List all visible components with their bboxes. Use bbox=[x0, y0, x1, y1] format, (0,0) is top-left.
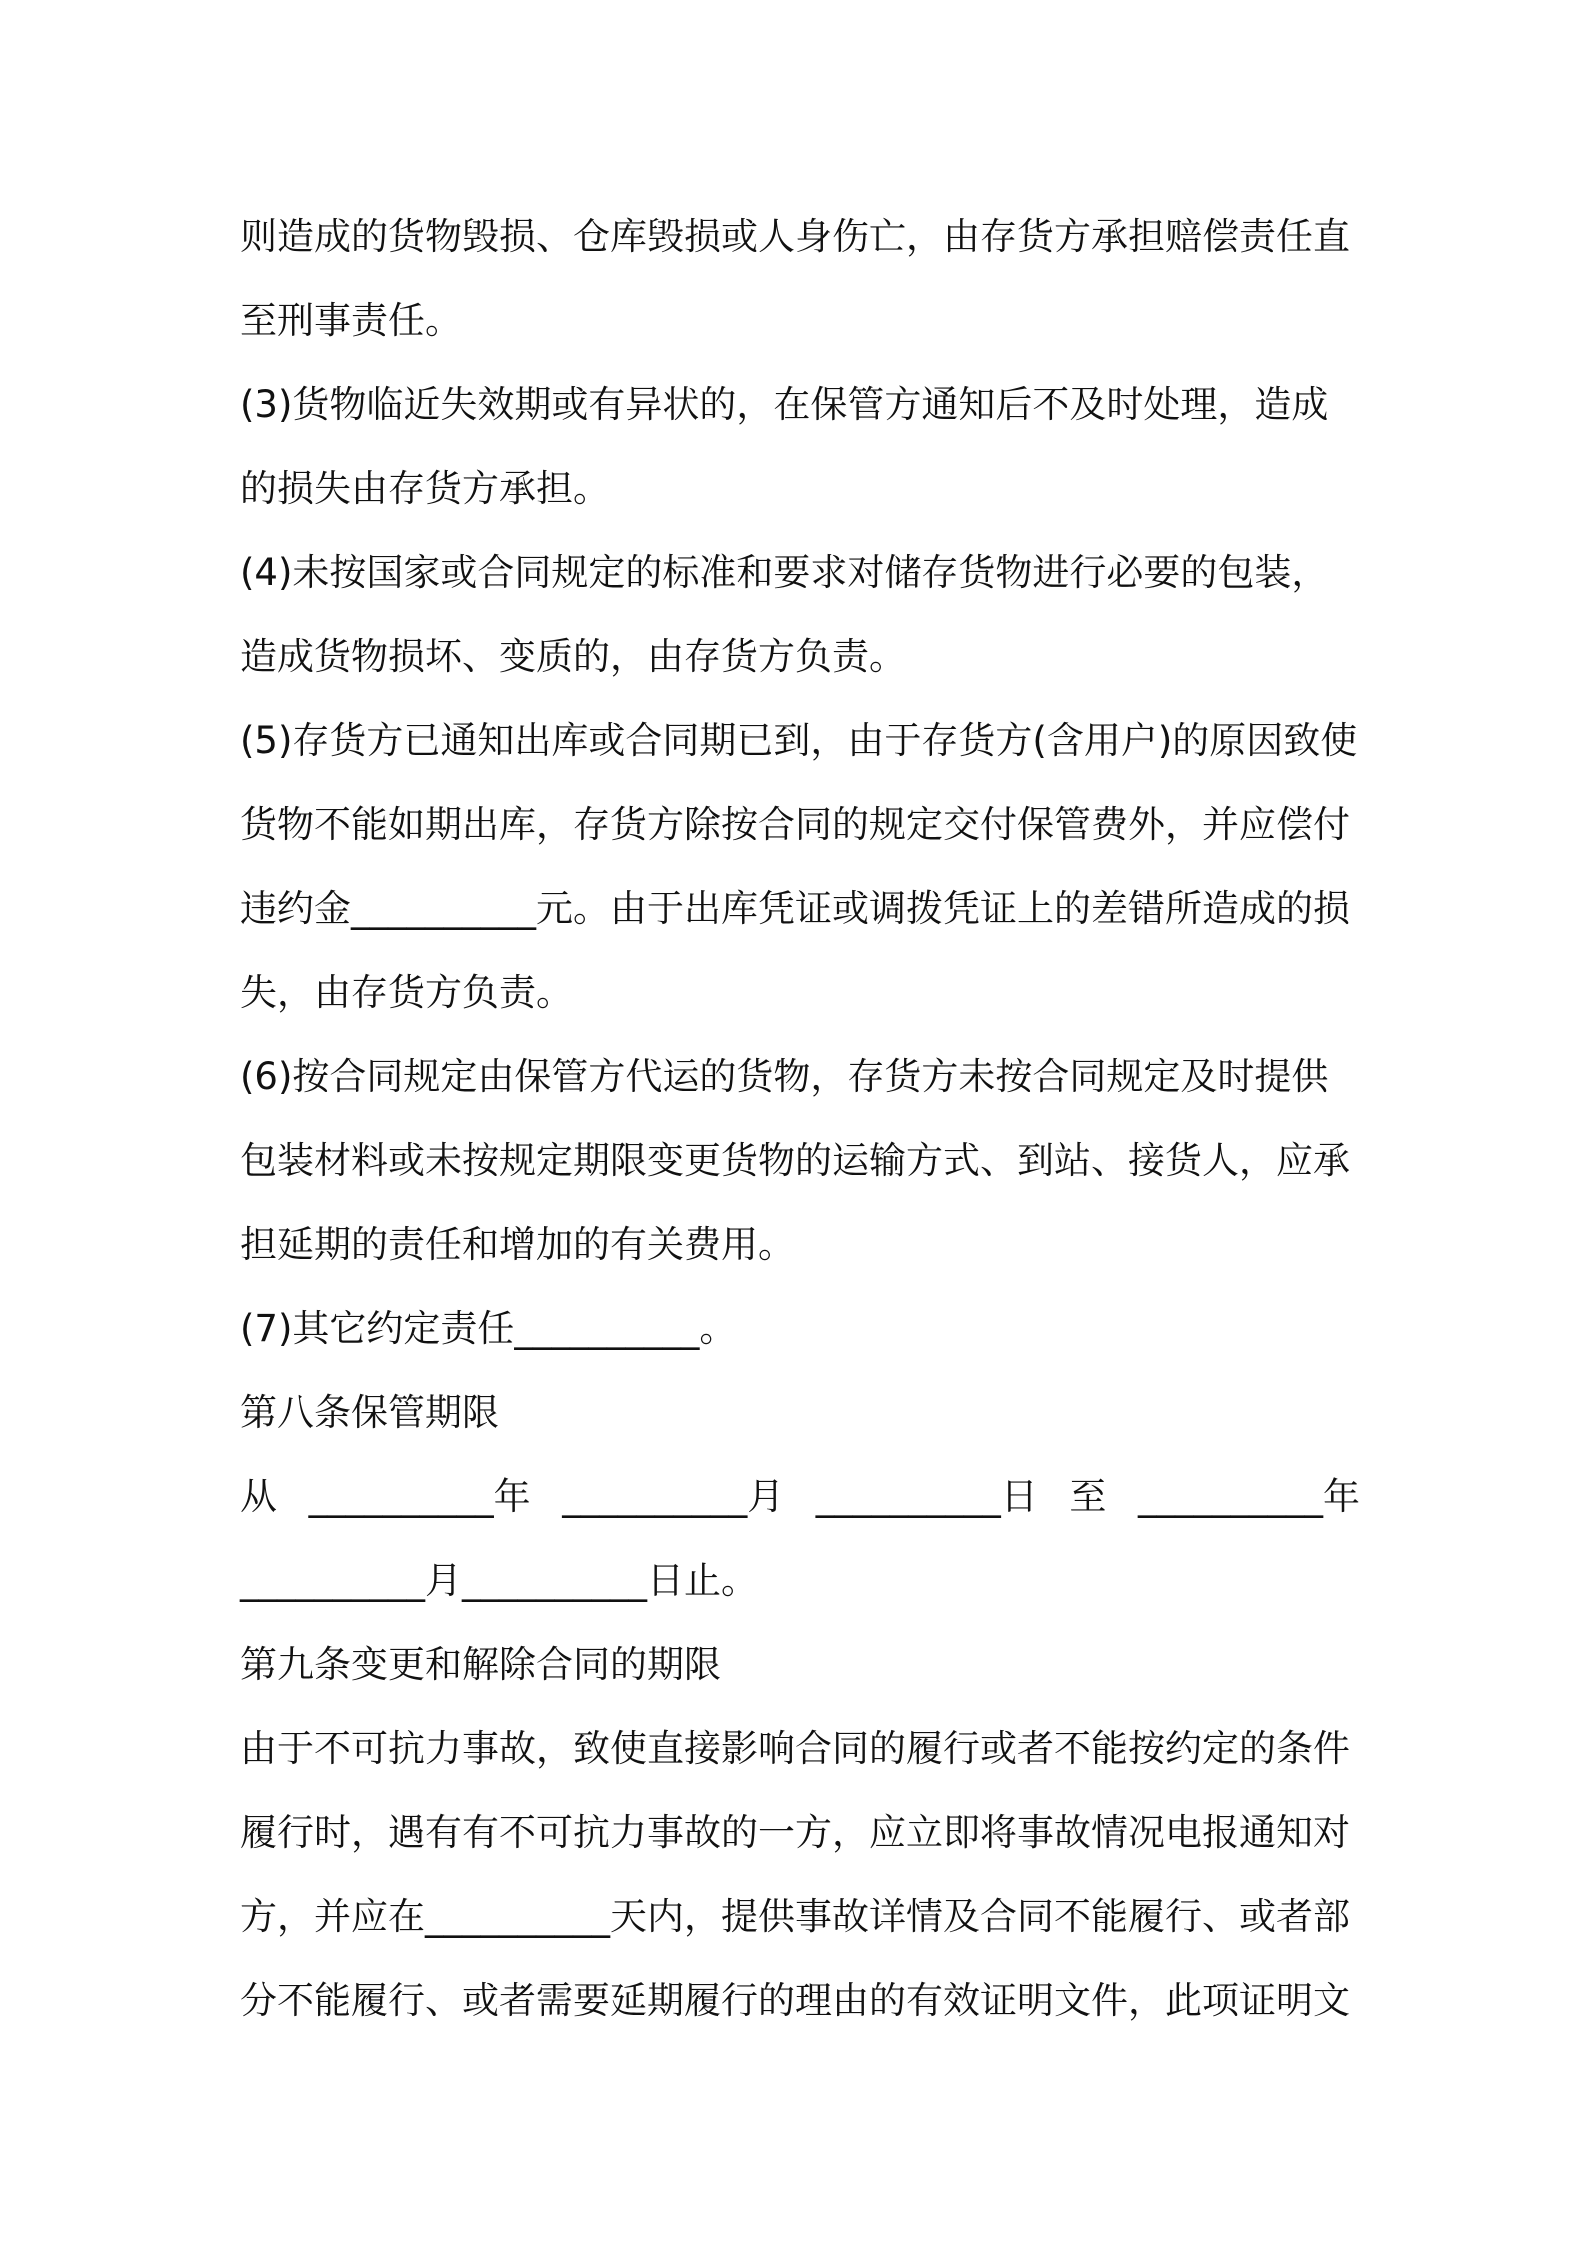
text-line: 由于不可抗力事故，致使直接影响合同的履行或者不能按约定的条件 bbox=[240, 1727, 1350, 1770]
text-line: 违约金__________元。由于出库凭证或调拨凭证上的差错所造成的损 bbox=[240, 887, 1350, 930]
text-line: 包装材料或未按规定期限变更货物的运输方式、到站、接货人，应承 bbox=[240, 1139, 1350, 1182]
section-heading-article-9: 第九条变更和解除合同的期限 bbox=[240, 1643, 721, 1686]
period-blank-day: __________日 bbox=[815, 1475, 1038, 1518]
text-line: __________月__________日止。 bbox=[240, 1559, 758, 1602]
text-line: 造成货物损坏、变质的，由存货方负责。 bbox=[240, 635, 906, 678]
text-line: 担延期的责任和增加的有关费用。 bbox=[240, 1223, 795, 1266]
period-blank-end-year: __________年 bbox=[1137, 1475, 1360, 1518]
text-line: 分不能履行、或者需要延期履行的理由的有效证明文件，此项证明文 bbox=[240, 1979, 1350, 2022]
text-line: 货物不能如期出库，存货方除按合同的规定交付保管费外，并应偿付 bbox=[240, 803, 1350, 846]
text-line: 则造成的货物毁损、仓库毁损或人身伤亡，由存货方承担赔偿责任直 bbox=[240, 215, 1350, 258]
document-body bbox=[240, 195, 1360, 2043]
period-blank-year: __________年 bbox=[308, 1475, 531, 1518]
section-heading-article-8: 第八条保管期限 bbox=[240, 1391, 499, 1434]
period-from: 从 bbox=[240, 1475, 277, 1518]
text-line: 的损失由存货方承担。 bbox=[240, 467, 610, 510]
text-line: 失，由存货方负责。 bbox=[240, 971, 573, 1014]
storage-period-line bbox=[240, 1455, 1360, 1539]
period-to: 至 bbox=[1069, 1475, 1107, 1518]
text-line: (6)按合同规定由保管方代运的货物，存货方未按合同规定及时提供 bbox=[240, 1055, 1329, 1098]
text-line: 方，并应在__________天内，提供事故详情及合同不能履行、或者部 bbox=[240, 1895, 1350, 1938]
text-line: (5)存货方已通知出库或合同期已到，由于存货方(含用户)的原因致使 bbox=[240, 719, 1358, 762]
text-line: (3)货物临近失效期或有异状的，在保管方通知后不及时处理，造成 bbox=[240, 383, 1329, 426]
text-line: (7)其它约定责任__________。 bbox=[240, 1307, 737, 1350]
text-line: 至刑事责任。 bbox=[240, 299, 462, 342]
text-line: (4)未按国家或合同规定的标准和要求对储存货物进行必要的包装， bbox=[240, 551, 1329, 594]
period-blank-month: __________月 bbox=[562, 1475, 785, 1518]
text-line: 履行时，遇有有不可抗力事故的一方，应立即将事故情况电报通知对 bbox=[240, 1811, 1350, 1854]
